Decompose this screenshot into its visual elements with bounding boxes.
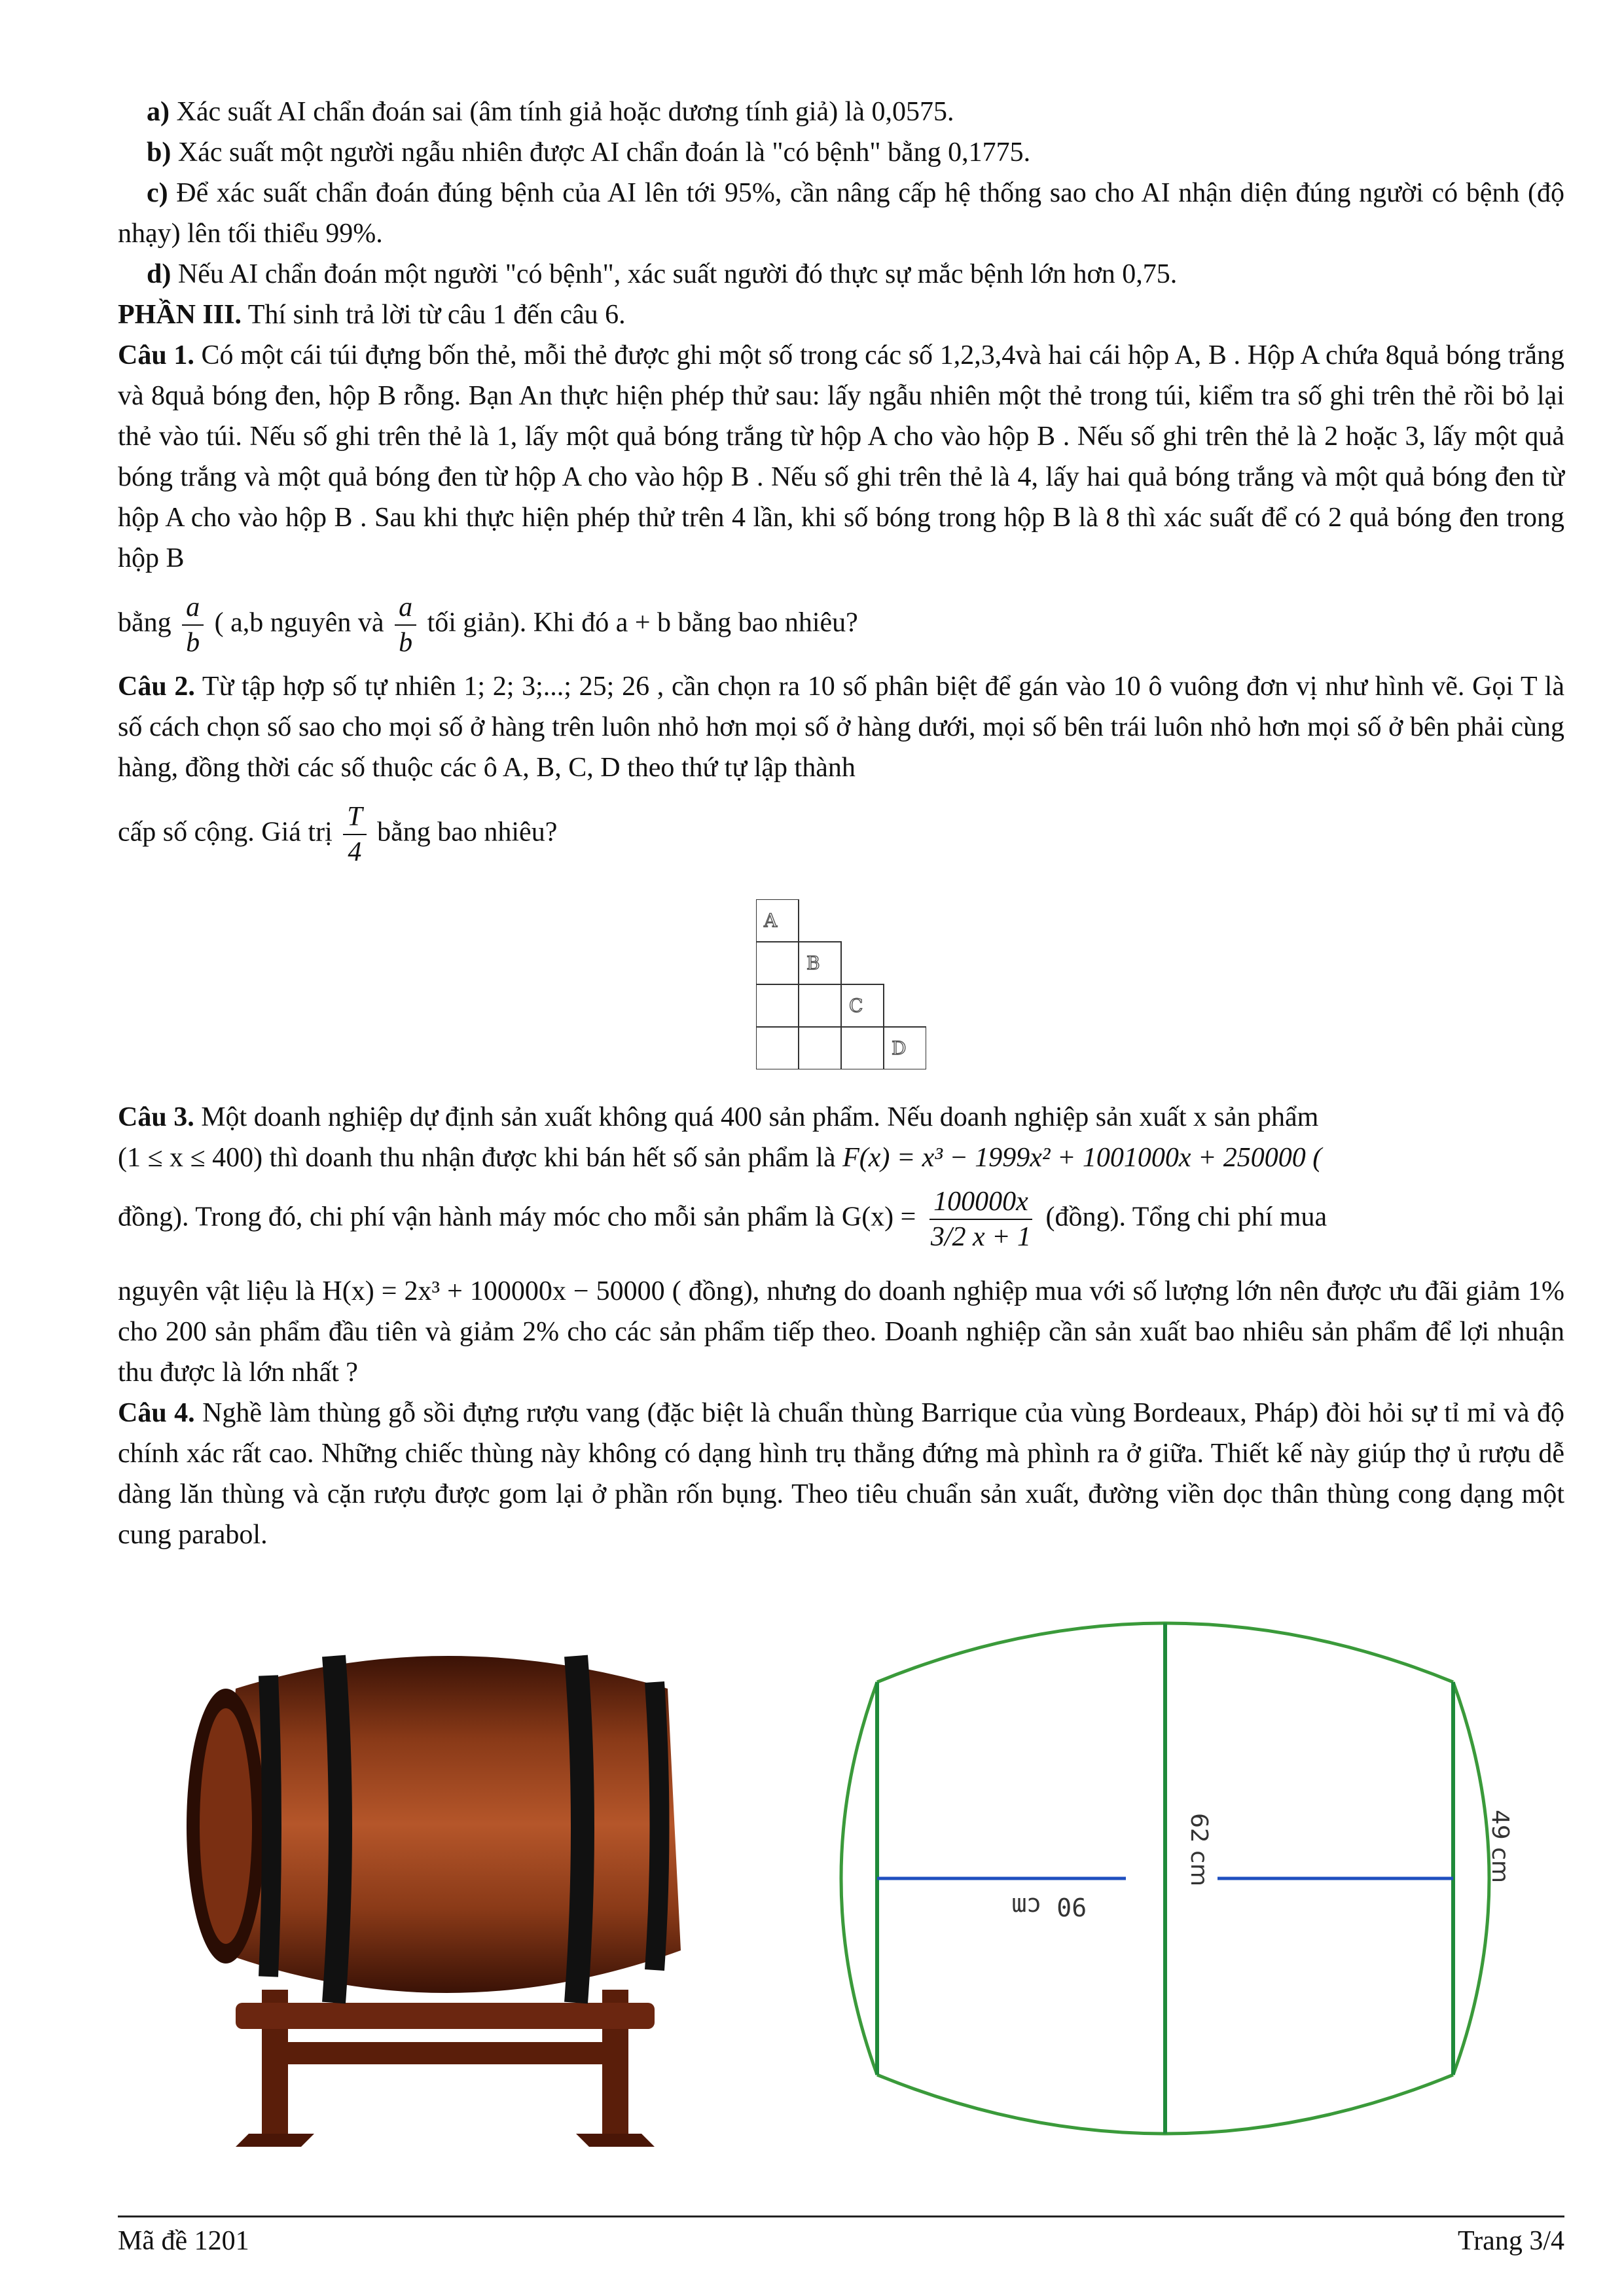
fraction-a-over-b: $\frac{a}{b}$: [182, 590, 204, 660]
footer-divider: [118, 2215, 1564, 2217]
question-3-line3: đồng). Trong đó, chi phí vận hành máy móc cho mỗi sản phẩm là G(x) = $\frac{100000x}{3/2 x + 1}$ (đồng). Tổng chi phí mua: [118, 1185, 1564, 1254]
cell-label-d: D: [892, 1037, 907, 1059]
barrel-figures-svg: [118, 1584, 1564, 2173]
question-4-figures: [118, 1584, 1564, 2173]
page-number: Trang 3/4: [1458, 2226, 1564, 2256]
barrel-photo: [187, 1656, 681, 2147]
cost-fraction-g: $\frac{100000x}{3/2 x + 1}$: [927, 1185, 1035, 1254]
item-c: c) Để xác suất chẩn đoán đúng bệnh của AI lên tới 95%, cần nâng cấp hệ thống sao cho AI nhận diện đúng người có bệnh (độ nhạy) lên tối thiểu 99%.: [118, 178, 1564, 249]
barrel-diagram: [841, 1623, 1513, 2134]
question-2-tail: cấp số cộng. Giá trị $\frac{T}{4}$ bằng bao nhiêu?: [118, 800, 1564, 869]
revenue-formula: F(x) = x³ − 1999x² + 1001000x + 250000 (: [842, 1143, 1322, 1173]
fraction-a-over-b-2: $\frac{a}{b}$: [395, 590, 416, 660]
side-diameter-label: 49 cm: [1487, 1810, 1513, 1884]
question-3-line1: Câu 3. Một doanh nghiệp dự định sản xuất không quá 400 sản phẩm. Nếu doanh nghiệp sản xuất x sản phẩm: [118, 1102, 1319, 1132]
item-d: d) Nếu AI chẩn đoán một người "có bệnh", xác suất người đó thực sự mắc bệnh lớn hơn 0,75.: [147, 259, 1178, 289]
part3-heading: PHẦN III. Thí sinh trả lời từ câu 1 đến câu 6.: [118, 300, 626, 330]
fraction-t-over-4: $\frac{T}{4}$: [343, 800, 366, 869]
question-3-line4: nguyên vật liệu là H(x) = 2x³ + 100000x − 50000 ( đồng), nhưng do doanh nghiệp mua với số lượng lớn nên được ưu đãi giảm 1% cho 200 sản phẩm đầu tiên và giảm 2% cho các sản phẩm tiếp theo. Doanh nghiệp cần sản xuất bao nhiêu sản phẩm để lợi nhuận thu được là lớn nhất ?: [118, 1276, 1564, 1388]
cell-label-b: B: [806, 952, 820, 974]
item-a: a) Xác suất AI chẩn đoán sai (âm tính giả hoặc dương tính giả) là 0,0575.: [147, 97, 954, 127]
question-1: Câu 1. Có một cái túi đựng bốn thẻ, mỗi thẻ được ghi một số trong các số 1,2,3,4và hai cái hộp A, B . Hộp A chứa 8quả bóng trắng và 8quả bóng đen, hộp B rỗng. Bạn An thực hiện phép thử sau: lấy ngẫu nhiên một thẻ trong túi, kiểm tra số ghi trên thẻ rồi bỏ lại thẻ vào túi. Nếu số ghi trên thẻ là 1, lấy một quả bóng trắng từ hộp A cho vào hộp B . Nếu số ghi trên thẻ là 2 hoặc 3, lấy một quả bóng trắng và một quả bóng đen từ hộp A cho vào hộp B . Nếu số ghi trên thẻ là 4, lấy hai quả bóng trắng và một quả bóng đen từ hộp A cho vào hộp B . Sau khi thực hiện phép thử trên 4 lần, khi số bóng trong hộp B là 8 thì xác suất để có 2 quả bóng đen trong hộp B: [118, 340, 1564, 573]
item-b: b) Xác suất một người ngẫu nhiên được AI chẩn đoán là "có bệnh" bằng 0,1775.: [147, 137, 1031, 168]
cell-label-c: C: [849, 995, 863, 1016]
length-label: 90 cm: [1011, 1892, 1087, 1921]
question-4: Câu 4. Nghề làm thùng gỗ sồi đựng rượu vang (đặc biệt là chuẩn thùng Barrique của vùng Bordeaux, Pháp) đòi hỏi sự tỉ mỉ và độ chính xác rất cao. Những chiếc thùng này không có dạng hình trụ thẳng đứng mà phình ra ở giữa. Thiết kế này giúp thợ ủ rượu dễ dàng lăn thùng và cặn rượu được gom lại ở phần rốn bụng. Theo tiêu chuẩn sản xuất, đường viền dọc thân thùng cong dạng một cung parabol.: [118, 1398, 1564, 1550]
staircase-grid: [118, 899, 1564, 1069]
staircase-grid-svg: [756, 899, 926, 1069]
cell-label-a: A: [764, 910, 778, 931]
middle-diameter-label: 62 cm: [1185, 1813, 1212, 1887]
page-footer: [118, 2225, 1564, 2257]
question-2: Câu 2. Từ tập hợp số tự nhiên 1; 2; 3;...; 25; 26 , cần chọn ra 10 số phân biệt để gán vào 10 ô vuông đơn vị như hình vẽ. Gọi T là số cách chọn số sao cho mọi số ở hàng trên luôn nhỏ hơn mọi số ở hàng dưới, mọi số bên trái luôn nhỏ hơn mọi số ở bên phải cùng hàng, đồng thời các số thuộc các ô A, B, C, D theo thứ tự lập thành: [118, 672, 1564, 783]
page-content: [118, 92, 1564, 1555]
question-3-line2: (1 ≤ x ≤ 400) thì doanh thu nhận được khi bán hết số sản phẩm là F(x) = x³ − 1999x² + 1001000x + 250000 (: [118, 1143, 1322, 1173]
exam-code: Mã đề 1201: [118, 2226, 249, 2256]
question-1-tail: bằng $\frac{a}{b}$ ( a,b nguyên và $\frac{a}{b}$ tối giản). Khi đó a + b bằng bao nhiêu?: [118, 590, 1564, 660]
